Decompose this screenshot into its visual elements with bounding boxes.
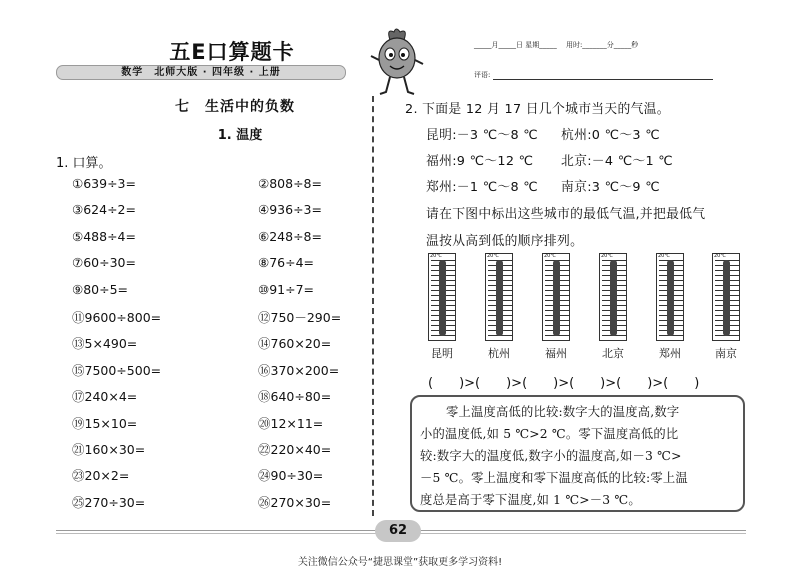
problem-item: ㉖270×30= [258, 494, 332, 510]
problem-item: ⑮7500÷500= [72, 362, 162, 378]
thermometer-top-label: 20℃ [544, 253, 556, 259]
problem-item: ⑦60÷30= [72, 255, 136, 271]
thermometer[interactable] [485, 253, 513, 341]
problem-item: ⑯370×200= [258, 362, 340, 378]
problem-item: ⑪9600÷800= [72, 310, 162, 325]
thermometer[interactable] [428, 253, 456, 341]
comment-label: 评语: [474, 71, 491, 79]
temp-kunming: 昆明:－3 ℃～8 ℃ [426, 128, 538, 143]
tip-line-1: 零上温度高低的比较:数字大的温度高,数字 [446, 405, 680, 419]
thermometer-top-label: 20℃ [487, 253, 499, 259]
temp-hangzhou: 杭州:0 ℃～3 ℃ [561, 128, 660, 143]
comment-line [493, 72, 713, 80]
problem-item: ⑥248÷8= [258, 228, 322, 244]
problem-item: ⑨80÷5= [72, 281, 129, 297]
thermometer[interactable] [542, 253, 570, 341]
city-label: 昆明 [431, 347, 453, 360]
problem-item: ⑱640÷80= [258, 389, 332, 405]
city-label: 北京 [602, 347, 624, 360]
temp-nanjing: 南京:3 ℃～9 ℃ [561, 180, 660, 195]
question-2-title: 2. 下面是 12 月 17 日几个城市当天的气温。 [405, 102, 670, 117]
thermometer[interactable] [656, 253, 684, 341]
mascot-illustration [368, 26, 426, 98]
problem-item: ㉓20×2= [72, 468, 130, 484]
thermometer-tube [610, 260, 617, 336]
thermometer-top-label: 20℃ [601, 253, 613, 259]
instruction-line-2: 温按从高到低的顺序排列。 [426, 234, 584, 249]
problem-item: ②808÷8= [258, 176, 322, 191]
thermometer[interactable] [712, 253, 740, 341]
question-1-title: 1. 口算。 [56, 156, 112, 171]
tip-line-5: 度总是高于零下温度,如 1 ℃>－3 ℃。 [420, 493, 641, 507]
thermometer-tube [723, 260, 730, 336]
comment-field[interactable] [474, 70, 713, 80]
problem-item: ③624÷2= [72, 202, 136, 218]
tip-line-4: －5 ℃。零上温度和零下温度高低的比较:零上温 [420, 471, 688, 485]
thermometer-tube [553, 260, 560, 336]
chapter-title: 七 生活中的负数 [175, 99, 295, 115]
order-blanks[interactable]: ( )>( )>( )>( )>( )>( ) [428, 376, 700, 391]
brand-title: 五E口算题卡 [169, 40, 295, 64]
problem-item: ①639÷3= [72, 176, 136, 191]
problem-item: ⑫750－290= [258, 310, 342, 325]
problem-item: ⑲15×10= [72, 415, 138, 431]
problem-item: ㉑160×30= [72, 442, 146, 457]
date-time-line: _____月_____日 星期_____ 用时:_______分_____秒 [474, 41, 639, 49]
problem-item: ⑤488÷4= [72, 228, 136, 244]
section-title: 1. 温度 [217, 128, 263, 143]
temp-beijing: 北京:－4 ℃～1 ℃ [561, 154, 673, 169]
problem-item: ④936÷3= [258, 202, 322, 218]
thermometer-top-label: 20℃ [658, 253, 670, 259]
city-label: 杭州 [488, 347, 510, 360]
problem-item: ⑳12×11= [258, 415, 324, 431]
temp-fuzhou: 福州:9 ℃～12 ℃ [426, 154, 534, 169]
thermometer-tube [667, 260, 674, 336]
temp-zhengzhou: 郑州:－1 ℃～8 ℃ [426, 180, 538, 195]
thermometer-top-label: 20℃ [430, 253, 442, 259]
problem-item: ⑭760×20= [258, 336, 332, 352]
city-label: 南京 [715, 347, 737, 360]
problem-item: ㉕270÷30= [72, 494, 146, 510]
column-divider [372, 96, 374, 516]
footer-note: 关注微信公众号“捷思课堂”获取更多学习资料! [297, 557, 503, 568]
instruction-line-1: 请在下图中标出这些城市的最低气温,并把最低气 [426, 207, 706, 222]
problem-item: ⑬5×490= [72, 336, 138, 352]
city-label: 福州 [545, 347, 567, 360]
thermometer-tube [496, 260, 503, 336]
problem-item: ⑩91÷7= [258, 281, 315, 297]
thermometer[interactable] [599, 253, 627, 341]
tip-line-3: 较:数字大的温度低,数字小的温度高,如－3 ℃> [420, 449, 682, 463]
problem-item: ⑧76÷4= [258, 255, 315, 271]
thermometer-tube [439, 260, 446, 336]
tip-line-2: 小的温度低,如 5 ℃>2 ℃。零下温度高低的比 [420, 427, 679, 441]
city-label: 郑州 [659, 347, 681, 360]
problem-item: ㉔90÷30= [258, 468, 324, 484]
book-subtitle: 数学 北师大版 · 四年级 · 上册 [56, 65, 346, 80]
thermometer-top-label: 20℃ [714, 253, 726, 259]
page-number: 62 [375, 520, 421, 542]
problem-item: ㉒220×40= [258, 442, 332, 457]
problem-item: ⑰240×4= [72, 389, 138, 405]
